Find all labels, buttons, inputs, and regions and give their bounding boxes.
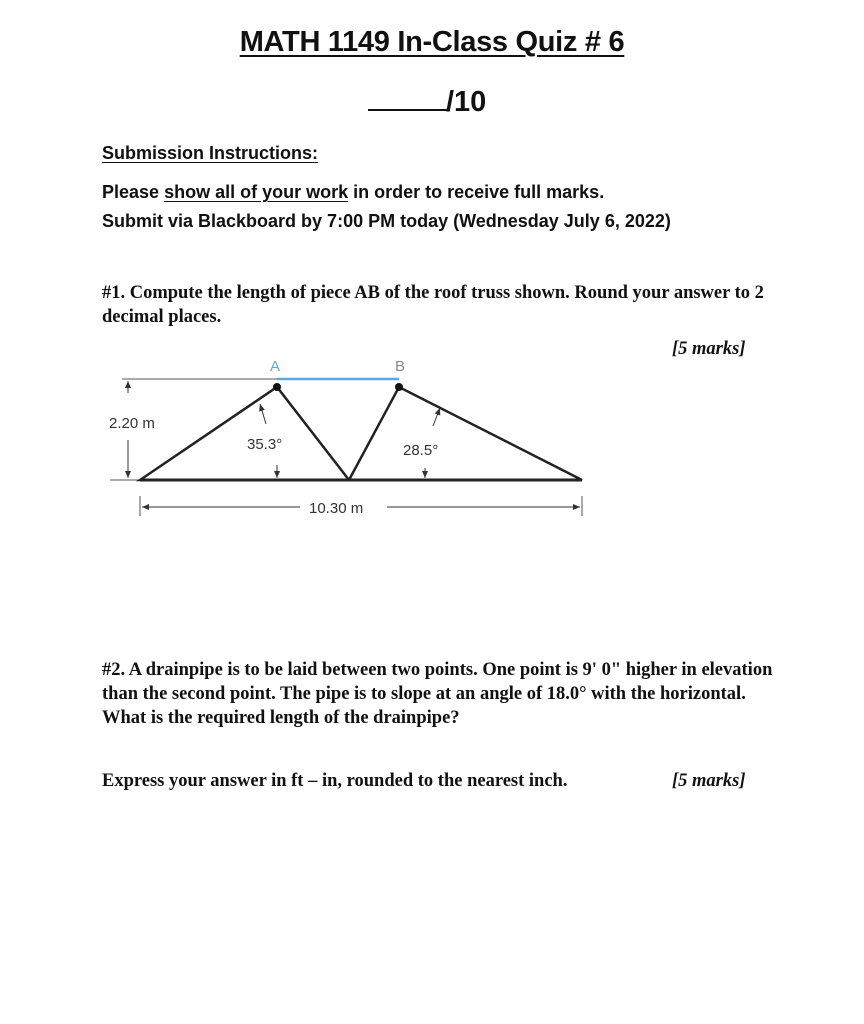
instruction-deadline: Submit via Blackboard by 7:00 PM today (Wednesday July 6, 2022) (102, 211, 671, 231)
point-b-label: B (395, 358, 406, 375)
truss-left-triangle (140, 387, 349, 480)
height-label: 2.20 m (109, 415, 155, 432)
span-label: 10.30 m (309, 500, 364, 517)
score-label: /10 (446, 86, 487, 118)
truss-right-triangle (349, 387, 582, 480)
question-2-marks: [5 marks] (672, 771, 746, 791)
point-a-dot (273, 383, 281, 391)
score-blank (368, 87, 450, 111)
question-2-text: #2. A drainpipe is to be laid between two points. One point is 9' 0" higher in elevation than the second point. The pipe is to slope at an angle of 18.0° with the horizontal. What is the required length of the drainpipe? (102, 660, 773, 728)
submission-heading: Submission Instructions: (102, 143, 319, 163)
point-a-label: A (270, 358, 281, 375)
angle-right-arrow-up (433, 408, 440, 426)
question-2-format-note: Express your answer in ft – in, rounded to the nearest inch. (102, 771, 568, 791)
score-field (368, 86, 486, 119)
point-b-dot (395, 383, 403, 391)
roof-truss-diagram (100, 348, 590, 523)
instruction-work-prefix: Please (102, 182, 165, 202)
instruction-work-suffix: in order to receive full marks. (348, 182, 605, 202)
angle-right-label: 28.5° (403, 442, 439, 459)
question-1-text: #1. Compute the length of piece AB of the roof truss shown. Round your answer to 2 decimal places. (102, 283, 764, 327)
instruction-work-emphasis: show all of your work (164, 182, 349, 202)
angle-left-arrow-up (260, 404, 266, 424)
instruction-work (102, 182, 604, 203)
page-title: MATH 1149 In-Class Quiz # 6 (239, 26, 625, 58)
question-1-marks: [5 marks] (672, 339, 746, 359)
angle-left-label: 35.3° (247, 436, 283, 453)
